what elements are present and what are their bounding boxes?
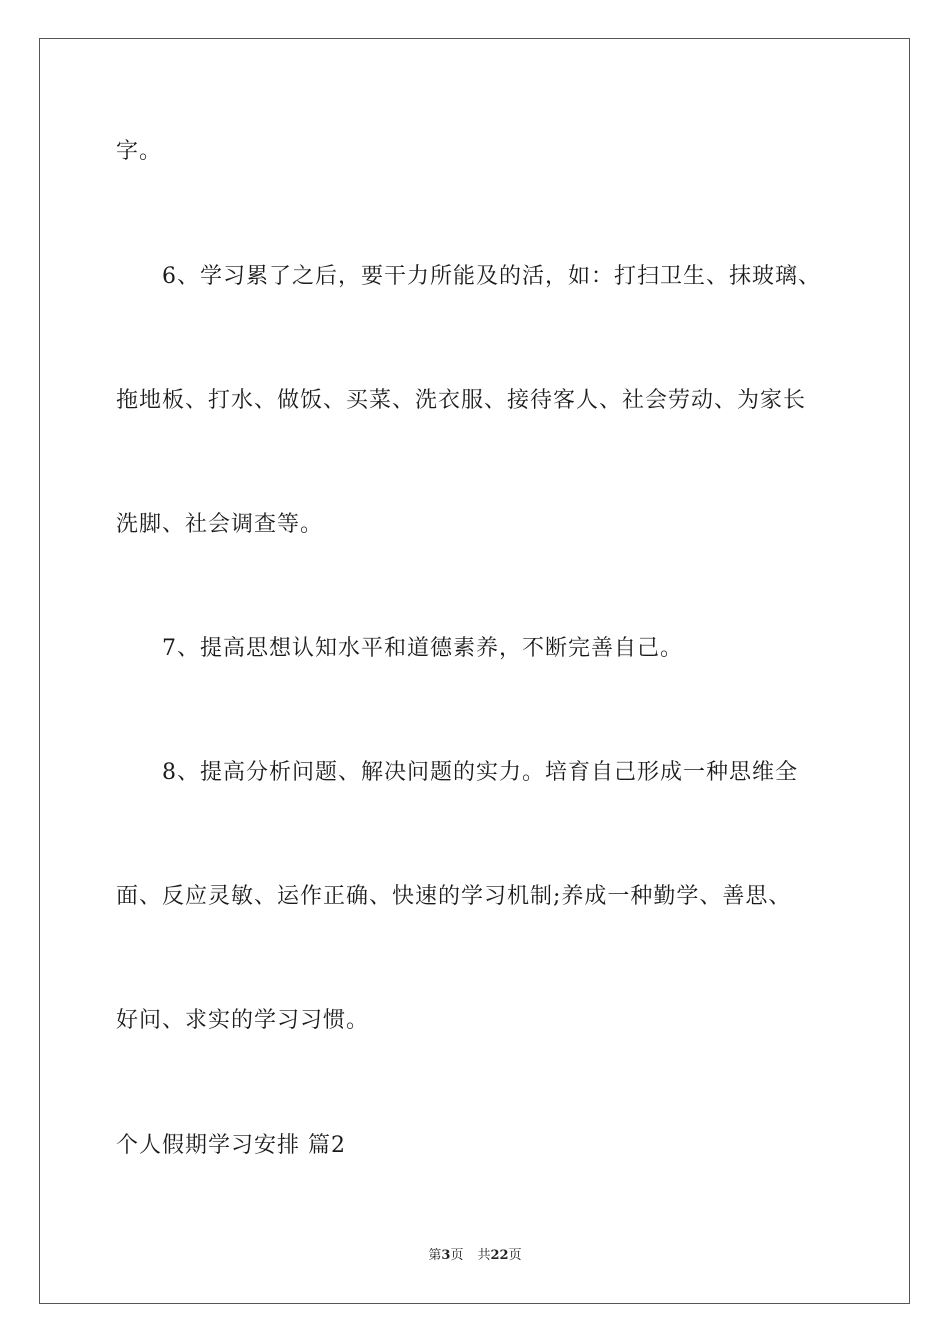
footer-total-prefix: 共 <box>477 1248 491 1263</box>
text-line: 洗脚、社会调查等。 <box>116 512 324 537</box>
text-line-continuation: 字。 <box>116 139 163 164</box>
text-line: 拖地板、打水、做饭、买菜、洗衣服、接待客人、社会劳动、为家长 <box>116 388 807 413</box>
footer-total-suffix: 页 <box>508 1248 522 1263</box>
section-heading: 个人假期学习安排 篇2 <box>116 1133 346 1158</box>
text-line-item-7: 7、提高思想认知水平和道德素养，不断完善自己。 <box>162 636 683 661</box>
text-line: 面、反应灵敏、运作正确、快速的学习机制;养成一种勤学、善思、 <box>116 884 792 909</box>
text-line-item-6: 6、学习累了之后，要干力所能及的活，如：打扫卫生、抹玻璃、 <box>162 264 821 289</box>
text-line-item-8: 8、提高分析问题、解决问题的实力。培育自己形成一种思维全 <box>162 760 798 785</box>
page-frame <box>39 38 910 1304</box>
footer-page-suffix: 页 <box>450 1248 464 1263</box>
text-line: 好问、求实的学习习惯。 <box>116 1008 370 1033</box>
page-footer <box>0 1247 950 1265</box>
footer-total-pages: 22 <box>490 1248 509 1263</box>
footer-page-number: 3 <box>441 1248 451 1263</box>
footer-page-prefix: 第 <box>428 1248 442 1263</box>
